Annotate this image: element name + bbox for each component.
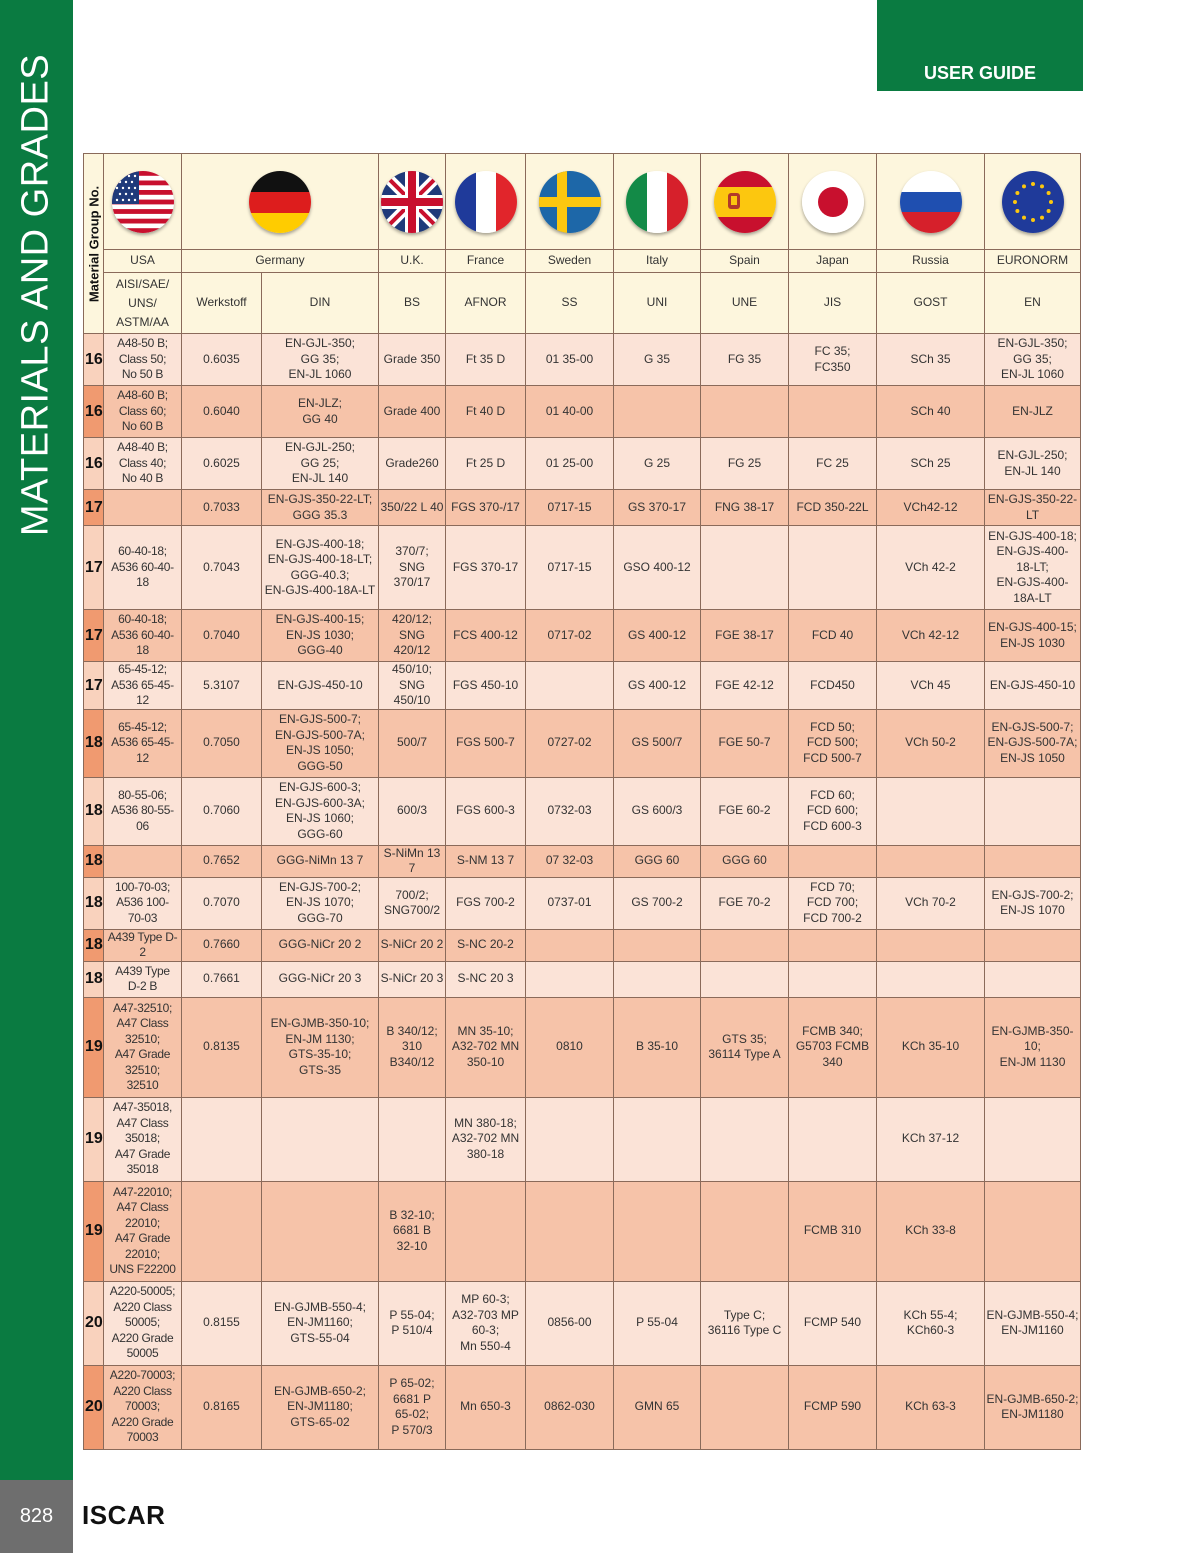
cell-en: [985, 1181, 1081, 1281]
cell-une: GGG 60: [701, 845, 789, 877]
cell-bs: 500/7: [379, 709, 446, 777]
cell-aisi: A48-40 B; Class 40; No 40 B: [104, 438, 182, 490]
cell-gost: [877, 929, 985, 961]
cell-aisi: A220-70003; A220 Class 70003; A220 Grade 70003: [104, 1365, 182, 1449]
cell-jis: FCD 70; FCD 700; FCD 700-2: [789, 877, 877, 929]
flag-cell-france: [446, 154, 526, 250]
cell-une: [701, 526, 789, 610]
material-group-number: 18: [84, 777, 104, 845]
flag-cell-sweden: [526, 154, 614, 250]
flag-cell-uk: [379, 154, 446, 250]
cell-une: FGE 42-12: [701, 662, 789, 710]
material-group-number: 18: [84, 929, 104, 961]
italy-flag-icon: [626, 171, 688, 233]
cell-jis: FCMP 590: [789, 1365, 877, 1449]
cell-ss: 01 25-00: [526, 438, 614, 490]
material-group-number: 17: [84, 662, 104, 710]
cell-une: FGE 50-7: [701, 709, 789, 777]
cell-afnor: MN 380-18; A32-702 MN 380-18: [446, 1097, 526, 1181]
cell-en: EN-GJL-350; GG 35; EN-JL 1060: [985, 334, 1081, 386]
material-group-number: 20: [84, 1365, 104, 1449]
cell-gost: SCh 25: [877, 438, 985, 490]
cell-afnor: FGS 450-10: [446, 662, 526, 710]
cell-bs: 700/2; SNG700/2: [379, 877, 446, 929]
cell-werkstoff: [182, 1097, 262, 1181]
cell-uni: GMN 65: [614, 1365, 701, 1449]
cell-gost: KCh 35-10: [877, 997, 985, 1097]
table-row: [84, 334, 1081, 386]
cell-uni: [614, 1181, 701, 1281]
cell-afnor: FGS 500-7: [446, 709, 526, 777]
cell-ss: 07 32-03: [526, 845, 614, 877]
cell-ss: [526, 662, 614, 710]
table-row: [84, 386, 1081, 438]
cell-ss: 0727-02: [526, 709, 614, 777]
cell-gost: [877, 845, 985, 877]
cell-en: [985, 845, 1081, 877]
cell-werkstoff: 0.7040: [182, 610, 262, 662]
cell-aisi: 65-45-12; A536 65-45-12: [104, 662, 182, 710]
cell-din: [262, 1097, 379, 1181]
material-group-number: 16: [84, 386, 104, 438]
page-number: 828: [0, 1480, 73, 1553]
cell-afnor: FGS 700-2: [446, 877, 526, 929]
cell-afnor: FGS 370-/17: [446, 490, 526, 526]
cell-une: FGE 60-2: [701, 777, 789, 845]
cell-afnor: MP 60-3; A32-703 MP 60-3; Mn 550-4: [446, 1281, 526, 1365]
cell-une: FG 35: [701, 334, 789, 386]
cell-din: EN-GJS-350-22-LT; GGG 35.3: [262, 490, 379, 526]
cell-une: [701, 929, 789, 961]
cell-din: EN-JLZ; GG 40: [262, 386, 379, 438]
cell-werkstoff: 0.8165: [182, 1365, 262, 1449]
table-row: [84, 526, 1081, 610]
material-group-number: 18: [84, 877, 104, 929]
cell-gost: VCh 42-12: [877, 610, 985, 662]
cell-bs: S-NiCr 20 2: [379, 929, 446, 961]
standard-bs: BS: [379, 273, 446, 334]
material-group-number: 19: [84, 1097, 104, 1181]
cell-uni: [614, 1097, 701, 1181]
cell-ss: 0862-030: [526, 1365, 614, 1449]
cell-aisi: [104, 845, 182, 877]
cell-din: GGG-NiCr 20 2: [262, 929, 379, 961]
cell-ss: [526, 1097, 614, 1181]
material-group-number: 18: [84, 709, 104, 777]
cell-afnor: Mn 650-3: [446, 1365, 526, 1449]
flag-cell-italy: [614, 154, 701, 250]
country-italy: Italy: [614, 250, 701, 273]
cell-bs: S-NiMn 13 7: [379, 845, 446, 877]
cell-gost: [877, 777, 985, 845]
cell-en: EN-GJS-350-22-LT: [985, 490, 1081, 526]
flag-cell-japan: [789, 154, 877, 250]
cell-din: EN-GJL-350; GG 35; EN-JL 1060: [262, 334, 379, 386]
material-group-number: 18: [84, 845, 104, 877]
cell-jis: [789, 386, 877, 438]
russia-flag-icon: [900, 171, 962, 233]
cell-gost: SCh 40: [877, 386, 985, 438]
table-row: [84, 438, 1081, 490]
side-title: MATERIALS AND GRADES: [14, 53, 57, 537]
country-sweden: Sweden: [526, 250, 614, 273]
cell-ss: 0856-00: [526, 1281, 614, 1365]
cell-din: EN-GJS-700-2; EN-JS 1070; GGG-70: [262, 877, 379, 929]
cell-werkstoff: 0.8155: [182, 1281, 262, 1365]
cell-jis: FCD 60; FCD 600; FCD 600-3: [789, 777, 877, 845]
cell-ss: 01 40-00: [526, 386, 614, 438]
cell-werkstoff: 0.7043: [182, 526, 262, 610]
cell-uni: B 35-10: [614, 997, 701, 1097]
standard-din: DIN: [262, 273, 379, 334]
cell-une: FNG 38-17: [701, 490, 789, 526]
table-row: [84, 1181, 1081, 1281]
cell-aisi: A439 Type D-2 B: [104, 961, 182, 997]
cell-jis: [789, 526, 877, 610]
country-japan: Japan: [789, 250, 877, 273]
cell-jis: [789, 845, 877, 877]
side-band: [0, 0, 73, 1480]
table-row: [84, 997, 1081, 1097]
cell-afnor: FGS 370-17: [446, 526, 526, 610]
materials-grades-table: [83, 153, 1081, 1450]
cell-en: EN-GJMB-650-2; EN-JM1180: [985, 1365, 1081, 1449]
cell-werkstoff: 5.3107: [182, 662, 262, 710]
cell-din: EN-GJS-450-10: [262, 662, 379, 710]
cell-jis: FC 35; FC350: [789, 334, 877, 386]
cell-une: FG 25: [701, 438, 789, 490]
cell-uni: GS 400-12: [614, 662, 701, 710]
cell-werkstoff: 0.7660: [182, 929, 262, 961]
cell-bs: Grade260: [379, 438, 446, 490]
cell-afnor: FGS 600-3: [446, 777, 526, 845]
cell-din: [262, 1181, 379, 1281]
cell-bs: B 32-10; 6681 B 32-10: [379, 1181, 446, 1281]
cell-werkstoff: 0.8135: [182, 997, 262, 1097]
cell-gost: VCh42-12: [877, 490, 985, 526]
material-group-number: 19: [84, 1181, 104, 1281]
cell-une: GTS 35; 36114 Type A: [701, 997, 789, 1097]
cell-jis: [789, 929, 877, 961]
material-group-number: 16: [84, 438, 104, 490]
cell-werkstoff: 0.6035: [182, 334, 262, 386]
cell-uni: GS 600/3: [614, 777, 701, 845]
cell-en: [985, 961, 1081, 997]
cell-uni: [614, 386, 701, 438]
cell-jis: FCMB 340; G5703 FCMB 340: [789, 997, 877, 1097]
uk-flag-icon: [381, 171, 443, 233]
cell-uni: GS 500/7: [614, 709, 701, 777]
cell-bs: [379, 1097, 446, 1181]
cell-werkstoff: 0.7050: [182, 709, 262, 777]
cell-en: EN-GJL-250; EN-JL 140: [985, 438, 1081, 490]
cell-werkstoff: [182, 1181, 262, 1281]
material-group-number: 17: [84, 490, 104, 526]
cell-werkstoff: 0.7033: [182, 490, 262, 526]
standard-en: EN: [985, 273, 1081, 334]
cell-gost: VCh 42-2: [877, 526, 985, 610]
cell-une: [701, 386, 789, 438]
standard-uni: UNI: [614, 273, 701, 334]
cell-bs: 350/22 L 40: [379, 490, 446, 526]
table-row: [84, 490, 1081, 526]
cell-jis: FCMB 310: [789, 1181, 877, 1281]
standard-jis: JIS: [789, 273, 877, 334]
cell-gost: VCh 70-2: [877, 877, 985, 929]
cell-afnor: S-NC 20 3: [446, 961, 526, 997]
cell-aisi: [104, 490, 182, 526]
cell-din: EN-GJMB-350-10; EN-JM 1130; GTS-35-10; GTS-35: [262, 997, 379, 1097]
cell-uni: P 55-04: [614, 1281, 701, 1365]
cell-gost: KCh 37-12: [877, 1097, 985, 1181]
flag-cell-usa: [104, 154, 182, 250]
cell-aisi: A47-35018, A47 Class 35018; A47 Grade 35018: [104, 1097, 182, 1181]
cell-aisi: 100-70-03; A536 100- 70-03: [104, 877, 182, 929]
cell-afnor: S-NM 13 7: [446, 845, 526, 877]
cell-gost: KCh 63-3: [877, 1365, 985, 1449]
cell-bs: Grade 400: [379, 386, 446, 438]
country-germany: Germany: [182, 250, 379, 273]
cell-gost: VCh 50-2: [877, 709, 985, 777]
table-row: [84, 1365, 1081, 1449]
country-usa: USA: [104, 250, 182, 273]
cell-bs: S-NiCr 20 3: [379, 961, 446, 997]
cell-werkstoff: 0.7070: [182, 877, 262, 929]
cell-en: EN-JLZ: [985, 386, 1081, 438]
cell-bs: 420/12; SNG 420/12: [379, 610, 446, 662]
material-group-header-label: Material Group No.: [85, 185, 101, 302]
table-row: [84, 662, 1081, 710]
country-euronorm: EURONORM: [985, 250, 1081, 273]
cell-gost: KCh 33-8: [877, 1181, 985, 1281]
cell-bs: P 55-04; P 510/4: [379, 1281, 446, 1365]
cell-uni: [614, 929, 701, 961]
cell-afnor: FCS 400-12: [446, 610, 526, 662]
material-group-number: 19: [84, 997, 104, 1097]
cell-gost: SCh 35: [877, 334, 985, 386]
cell-jis: FCD 350-22L: [789, 490, 877, 526]
cell-aisi: A47-32510; A47 Class 32510; A47 Grade 32510; 32510: [104, 997, 182, 1097]
cell-ss: 0717-02: [526, 610, 614, 662]
cell-din: EN-GJMB-550-4; EN-JM1160; GTS-55-04: [262, 1281, 379, 1365]
cell-bs: P 65-02; 6681 P 65-02; P 570/3: [379, 1365, 446, 1449]
standard-werkstoff: Werkstoff: [182, 273, 262, 334]
cell-bs: 600/3: [379, 777, 446, 845]
cell-afnor: Ft 35 D: [446, 334, 526, 386]
flag-cell-spain: [701, 154, 789, 250]
country-russia: Russia: [877, 250, 985, 273]
material-group-number: 18: [84, 961, 104, 997]
cell-aisi: 60-40-18; A536 60-40-18: [104, 526, 182, 610]
cell-une: FGE 38-17: [701, 610, 789, 662]
standard-afnor: AFNOR: [446, 273, 526, 334]
cell-une: FGE 70-2: [701, 877, 789, 929]
cell-aisi: 60-40-18; A536 60-40-18: [104, 610, 182, 662]
cell-din: EN-GJS-400-15; EN-JS 1030; GGG-40: [262, 610, 379, 662]
cell-bs: Grade 350: [379, 334, 446, 386]
material-group-number: 20: [84, 1281, 104, 1365]
cell-din: EN-GJL-250; GG 25; EN-JL 140: [262, 438, 379, 490]
table-row: [84, 1097, 1081, 1181]
cell-en: [985, 929, 1081, 961]
cell-ss: [526, 1181, 614, 1281]
cell-uni: GS 370-17: [614, 490, 701, 526]
cell-ss: 0717-15: [526, 490, 614, 526]
germany-flag-icon: [249, 171, 311, 233]
cell-werkstoff: 0.7661: [182, 961, 262, 997]
cell-din: GGG-NiMn 13 7: [262, 845, 379, 877]
france-flag-icon: [455, 171, 517, 233]
cell-jis: FCMP 540: [789, 1281, 877, 1365]
cell-en: [985, 777, 1081, 845]
country-france: France: [446, 250, 526, 273]
cell-werkstoff: 0.6025: [182, 438, 262, 490]
cell-uni: GGG 60: [614, 845, 701, 877]
material-group-number: 17: [84, 526, 104, 610]
table-row: [84, 845, 1081, 877]
standard-aisi: AISI/SAE/ UNS/ ASTM/AA: [104, 273, 182, 334]
material-group-header: [84, 154, 104, 334]
cell-en: EN-GJMB-350-10; EN-JM 1130: [985, 997, 1081, 1097]
cell-jis: [789, 961, 877, 997]
material-group-number: 16: [84, 334, 104, 386]
cell-une: Type C; 36116 Type C: [701, 1281, 789, 1365]
japan-flag-icon: [802, 171, 864, 233]
table-row: [84, 929, 1081, 961]
cell-afnor: MN 35-10; A32-702 MN 350-10: [446, 997, 526, 1097]
flag-cell-germany: [182, 154, 379, 250]
cell-gost: VCh 45: [877, 662, 985, 710]
cell-en: EN-GJS-500-7; EN-GJS-500-7A; EN-JS 1050: [985, 709, 1081, 777]
cell-uni: [614, 961, 701, 997]
cell-aisi: 65-45-12; A536 65-45-12: [104, 709, 182, 777]
cell-aisi: A47-22010; A47 Class 22010; A47 Grade 22010; UNS F22200: [104, 1181, 182, 1281]
cell-jis: [789, 1097, 877, 1181]
usa-flag-icon: [112, 171, 174, 233]
cell-werkstoff: 0.7060: [182, 777, 262, 845]
cell-une: [701, 961, 789, 997]
table-row: [84, 709, 1081, 777]
standard-gost: GOST: [877, 273, 985, 334]
cell-ss: 0737-01: [526, 877, 614, 929]
sweden-flag-icon: [539, 171, 601, 233]
cell-ss: [526, 929, 614, 961]
cell-afnor: Ft 40 D: [446, 386, 526, 438]
cell-uni: GSO 400-12: [614, 526, 701, 610]
cell-aisi: 80-55-06; A536 80-55-06: [104, 777, 182, 845]
cell-une: [701, 1097, 789, 1181]
cell-ss: 0717-15: [526, 526, 614, 610]
eu-flag-icon: [1002, 171, 1064, 233]
cell-din: EN-GJS-400-18; EN-GJS-400-18-LT; GGG-40.3; EN-GJS-400-18A-LT: [262, 526, 379, 610]
cell-bs: B 340/12; 310 B340/12: [379, 997, 446, 1097]
cell-afnor: S-NC 20-2: [446, 929, 526, 961]
cell-en: EN-GJS-450-10: [985, 662, 1081, 710]
flag-cell-russia: [877, 154, 985, 250]
cell-din: EN-GJS-600-3; EN-GJS-600-3A; EN-JS 1060; GGG-60: [262, 777, 379, 845]
cell-jis: FCD 40: [789, 610, 877, 662]
cell-uni: G 35: [614, 334, 701, 386]
grades-body: [84, 334, 1081, 1450]
table-row: [84, 1281, 1081, 1365]
user-guide-tab: USER GUIDE: [877, 0, 1083, 91]
cell-din: GGG-NiCr 20 3: [262, 961, 379, 997]
cell-bs: 370/7; SNG 370/17: [379, 526, 446, 610]
cell-werkstoff: 0.6040: [182, 386, 262, 438]
cell-uni: G 25: [614, 438, 701, 490]
country-spain: Spain: [701, 250, 789, 273]
cell-aisi: A48-60 B; Class 60; No 60 B: [104, 386, 182, 438]
cell-jis: FCD 50; FCD 500; FCD 500-7: [789, 709, 877, 777]
standard-une: UNE: [701, 273, 789, 334]
cell-din: EN-GJMB-650-2; EN-JM1180; GTS-65-02: [262, 1365, 379, 1449]
cell-en: EN-GJMB-550-4; EN-JM1160: [985, 1281, 1081, 1365]
cell-afnor: [446, 1181, 526, 1281]
table-row: [84, 877, 1081, 929]
table-row: [84, 961, 1081, 997]
cell-ss: 0732-03: [526, 777, 614, 845]
cell-aisi: A48-50 B; Class 50; No 50 B: [104, 334, 182, 386]
cell-gost: KCh 55-4; KCh60-3: [877, 1281, 985, 1365]
flag-cell-euronorm: [985, 154, 1081, 250]
cell-uni: GS 400-12: [614, 610, 701, 662]
cell-aisi: A439 Type D-2: [104, 929, 182, 961]
cell-aisi: A220-50005; A220 Class 50005; A220 Grade 50005: [104, 1281, 182, 1365]
table-row: [84, 610, 1081, 662]
cell-ss: 0810: [526, 997, 614, 1097]
standard-ss: SS: [526, 273, 614, 334]
cell-en: EN-GJS-400-18; EN-GJS-400- 18-LT; EN-GJS-400- 18A-LT: [985, 526, 1081, 610]
cell-jis: FCD450: [789, 662, 877, 710]
cell-uni: GS 700-2: [614, 877, 701, 929]
spain-flag-icon: [714, 171, 776, 233]
cell-bs: 450/10; SNG 450/10: [379, 662, 446, 710]
cell-werkstoff: 0.7652: [182, 845, 262, 877]
brand-logo: ISCAR: [82, 1500, 166, 1530]
cell-ss: [526, 961, 614, 997]
cell-une: [701, 1365, 789, 1449]
cell-une: [701, 1181, 789, 1281]
cell-jis: FC 25: [789, 438, 877, 490]
cell-en: [985, 1097, 1081, 1181]
country-uk: U.K.: [379, 250, 446, 273]
material-group-number: 17: [84, 610, 104, 662]
cell-en: EN-GJS-400-15; EN-JS 1030: [985, 610, 1081, 662]
cell-ss: 01 35-00: [526, 334, 614, 386]
cell-gost: [877, 961, 985, 997]
cell-en: EN-GJS-700-2; EN-JS 1070: [985, 877, 1081, 929]
cell-din: EN-GJS-500-7; EN-GJS-500-7A; EN-JS 1050; GGG-50: [262, 709, 379, 777]
cell-afnor: Ft 25 D: [446, 438, 526, 490]
table-row: [84, 777, 1081, 845]
